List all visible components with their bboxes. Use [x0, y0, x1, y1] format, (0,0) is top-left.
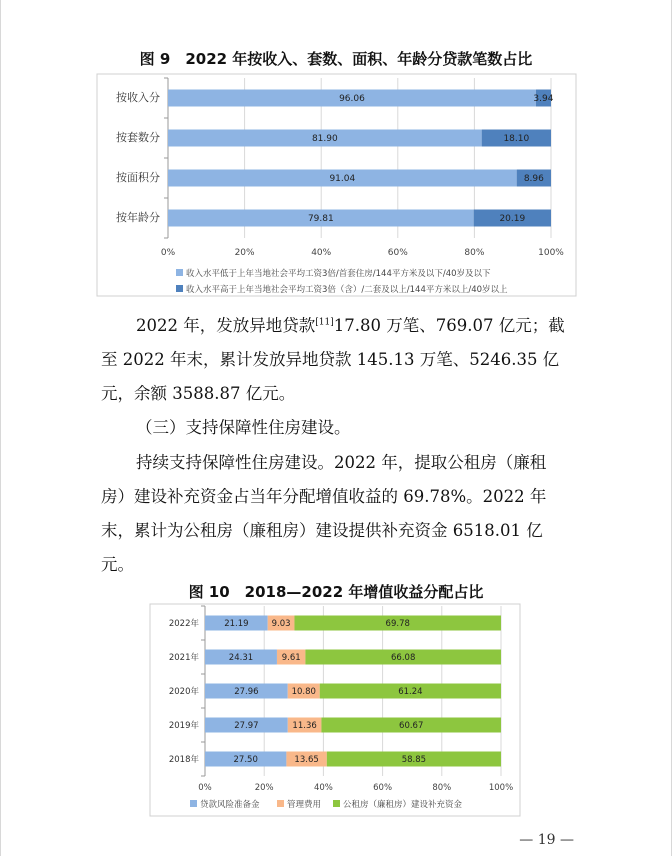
x-tick-label: 20% — [234, 248, 255, 258]
x-tick-label: 80% — [464, 248, 485, 258]
x-tick-label: 100% — [538, 248, 564, 258]
footnote-ref: [11] — [315, 317, 334, 328]
data-label: 20.19 — [499, 214, 526, 225]
category-label: 按年龄分 — [116, 211, 160, 225]
data-label: 27.97 — [234, 720, 259, 731]
data-label: 21.19 — [224, 618, 249, 629]
data-label: 18.10 — [503, 134, 530, 145]
x-tick-label: 0% — [160, 248, 176, 258]
legend-swatch — [190, 800, 197, 807]
data-label: 79.81 — [307, 214, 334, 225]
legend-label: 贷款风险准备金 — [200, 800, 260, 810]
x-tick-label: 20% — [254, 783, 274, 793]
data-label: 9.03 — [271, 618, 291, 629]
data-label: 66.08 — [391, 652, 416, 663]
data-label: 10.80 — [291, 686, 316, 697]
data-label: 13.65 — [294, 754, 319, 765]
category-label: 2020年 — [168, 686, 199, 697]
figure10-title: 图 10 2018—2022 年增值收益分配占比 — [188, 583, 484, 601]
p1-text-b: 17.80 万笔、769.07 亿元；截 — [333, 316, 565, 335]
category-label: 按面积分 — [116, 171, 160, 185]
data-label: 81.90 — [311, 134, 338, 145]
x-tick-label: 60% — [373, 783, 393, 793]
data-label: 58.85 — [401, 754, 427, 765]
data-label: 24.31 — [228, 652, 254, 663]
data-label: 91.04 — [329, 174, 356, 185]
data-label: 8.96 — [523, 174, 544, 185]
paragraph-2-line-2: 房）建设补充资金占当年分配增值收益的 69.78%。2022 年 — [101, 487, 547, 506]
data-label: 61.24 — [398, 686, 423, 697]
x-tick-label: 40% — [313, 783, 333, 793]
x-tick-label: 60% — [387, 248, 408, 258]
legend-label: 管理费用 — [287, 800, 322, 810]
figure9-title: 图 9 2022 年按收入、套数、面积、年龄分贷款笔数占比 — [139, 50, 533, 68]
category-label: 按收入分 — [116, 91, 160, 105]
legend-label: 收入水平高于上年当地社会平均工资3倍（含）/二套及以上/144平方米以上/40岁以上 — [186, 285, 508, 295]
paragraph-1-line-3: 元，余额 3588.87 亿元。 — [101, 384, 296, 403]
paragraph-1-line-2: 至 2022 年末，累计发放异地贷款 145.13 万笔、5246.35 亿 — [101, 350, 560, 369]
legend-swatch — [333, 800, 340, 807]
data-label: 60.67 — [399, 720, 424, 731]
page-number: — 19 — — [519, 832, 574, 848]
x-tick-label: 0% — [198, 783, 212, 793]
paragraph-2-line-1: 持续支持保障性住房建设。2022 年，提取公租房（廉租 — [136, 453, 547, 472]
data-label: 27.96 — [234, 686, 259, 697]
x-tick-label: 40% — [311, 248, 332, 258]
legend-label: 公租房（廉租房）建设补充资金 — [343, 800, 463, 810]
legend-label: 收入水平低于上年当地社会平均工资3倍/首套住房/144平方米及以下/40岁及以下 — [186, 269, 491, 279]
category-label: 2021年 — [168, 652, 199, 663]
p1-text-a: 2022 年，发放异地贷款 — [136, 316, 316, 335]
data-label: 3.94 — [533, 94, 554, 105]
category-label: 按套数分 — [116, 131, 160, 145]
data-label: 27.50 — [233, 754, 258, 765]
category-label: 2022年 — [168, 618, 199, 629]
category-label: 2018年 — [168, 754, 199, 765]
data-label: 11.36 — [292, 720, 317, 731]
paragraph-2-line-3: 末，累计为公租房（廉租房）建设提供补充资金 6518.01 亿 — [101, 521, 543, 540]
data-label: 69.78 — [385, 618, 410, 629]
x-tick-label: 100% — [488, 783, 514, 793]
section-heading: （三）支持保障性住房建设。 — [136, 418, 351, 437]
data-label: 96.06 — [339, 94, 365, 105]
legend-swatch — [277, 800, 284, 807]
x-tick-label: 80% — [432, 783, 452, 793]
category-label: 2019年 — [168, 720, 199, 731]
data-label: 9.61 — [281, 652, 301, 663]
paragraph-2-line-4: 元。 — [101, 555, 134, 574]
